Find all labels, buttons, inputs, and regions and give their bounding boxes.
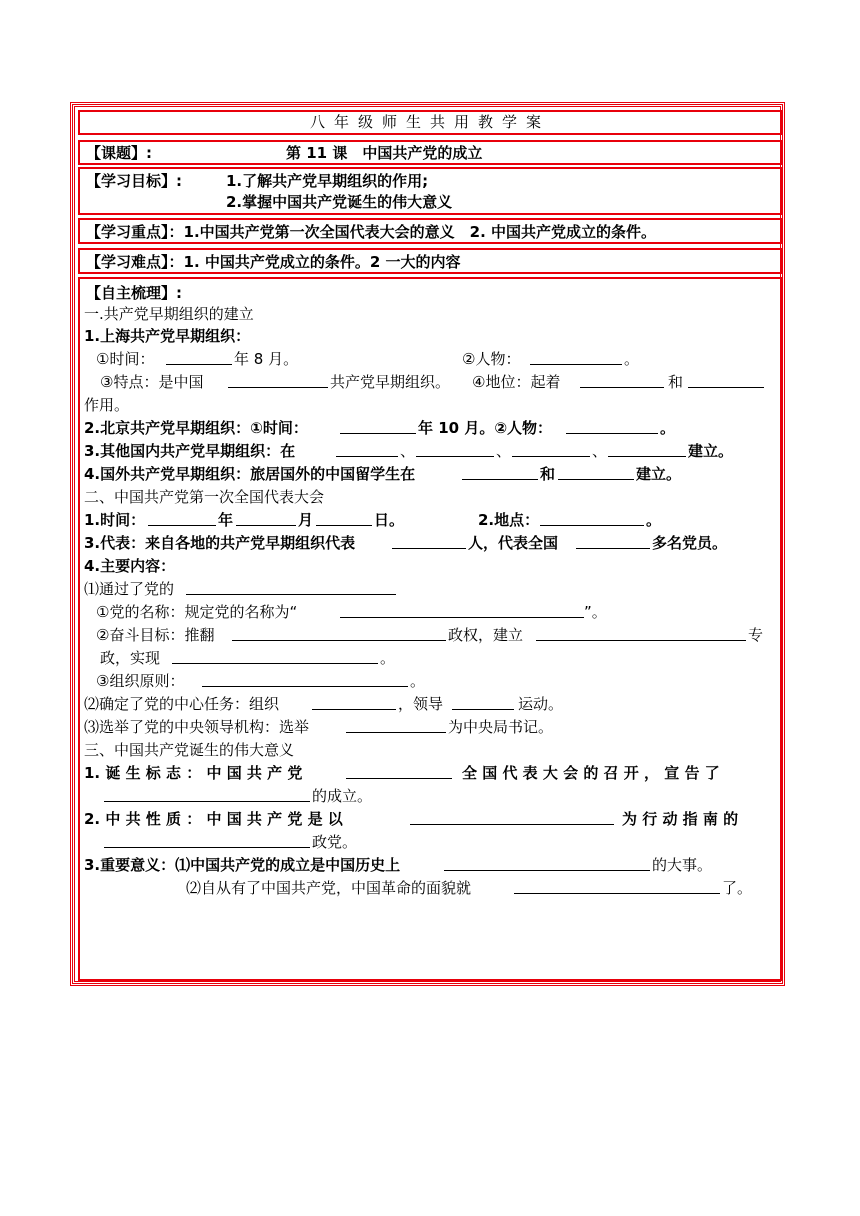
- text: 政，实现: [100, 649, 161, 667]
- objective-item: 1.了解共产党早期组织的作用;: [226, 172, 429, 190]
- text: ⑵自从有了中国共产党，中国革命的面貌就: [186, 879, 472, 897]
- blank-line: [232, 625, 446, 641]
- section-heading: 【自主梳理】:: [86, 284, 182, 302]
- blank-line: [104, 786, 310, 802]
- text: 建立。: [688, 442, 734, 460]
- text: 专: [748, 626, 764, 644]
- text: 、: [400, 442, 416, 460]
- blank-line: [148, 510, 216, 526]
- text: 、: [496, 442, 512, 460]
- section-title: 二、中国共产党第一次全国代表大会: [84, 488, 325, 506]
- text: 了。: [722, 879, 753, 897]
- key-points-text: 【学习重点】：1.中国共产党第一次全国代表大会的意义 2. 中国共产党成立的条件。: [86, 223, 656, 241]
- text: 。: [410, 672, 426, 690]
- header-row: [78, 110, 782, 135]
- text: 年: [218, 511, 234, 529]
- section-title: 三、中国共产党诞生的伟大意义: [84, 741, 295, 759]
- blank-line: [346, 717, 446, 733]
- text: 4.主要内容：: [84, 557, 176, 575]
- topic-label: 【课题】:: [86, 144, 152, 162]
- text: ①党的名称：规定党的名称为“: [96, 603, 298, 621]
- blank-line: [444, 855, 650, 871]
- text: 人，代表全国: [468, 534, 559, 552]
- text: 。: [660, 419, 676, 437]
- objective-item: 2.掌握中国共产党诞生的伟大意义: [226, 193, 453, 211]
- text: 和: [668, 373, 684, 391]
- text: 全 国 代 表 大 会 的 召 开 ， 宣 告 了: [462, 764, 720, 782]
- text: 2.北京共产党早期组织：①时间：: [84, 419, 308, 437]
- blank-line: [392, 533, 466, 549]
- blank-line: [316, 510, 372, 526]
- blank-line: [336, 441, 398, 457]
- text: 和: [540, 465, 556, 483]
- blank-line: [514, 878, 720, 894]
- blank-line: [536, 625, 746, 641]
- blank-line: [540, 510, 644, 526]
- text: 政党。: [312, 833, 358, 851]
- blank-line: [104, 832, 310, 848]
- blank-line: [688, 372, 764, 388]
- text: 月: [298, 511, 314, 529]
- text: 的成立。: [312, 787, 373, 805]
- blank-line: [608, 441, 686, 457]
- text: 。: [380, 649, 396, 667]
- blank-line: [346, 763, 452, 779]
- text: ①时间：: [96, 350, 155, 368]
- text: 日。: [374, 511, 405, 529]
- text: ④地位：起着: [472, 373, 561, 391]
- blank-line: [462, 464, 538, 480]
- text: 4.国外共产党早期组织：旅居国外的中国留学生在: [84, 465, 416, 483]
- text: ⑴通过了党的: [84, 580, 175, 598]
- text: 多名党员。: [652, 534, 728, 552]
- blank-line: [580, 372, 664, 388]
- blank-line: [172, 648, 378, 664]
- text: 3.其他国内共产党早期组织：在: [84, 442, 296, 460]
- objectives-label: 【学习目标】:: [86, 172, 182, 190]
- text: 作用。: [84, 396, 130, 414]
- topic-value: 第 11 课 中国共产党的成立: [286, 144, 483, 162]
- text: 、: [592, 442, 608, 460]
- blank-line: [512, 441, 590, 457]
- text: 为中央局书记。: [448, 718, 554, 736]
- text: 政权，建立: [448, 626, 524, 644]
- blank-line: [236, 510, 296, 526]
- blank-line: [340, 602, 584, 618]
- subsection-title: 1.上海共产党早期组织：: [84, 327, 251, 345]
- blank-line: [530, 349, 622, 365]
- difficult-points-text: 【学习难点】：1. 中国共产党成立的条件。2 一大的内容: [86, 253, 461, 271]
- text: 1.时间：: [84, 511, 146, 529]
- text: ”。: [584, 603, 607, 621]
- blank-line: [410, 809, 614, 825]
- text: 3.代表：来自各地的共产党早期组织代表: [84, 534, 356, 552]
- text: 2.地点：: [478, 511, 540, 529]
- text: 1. 诞 生 标 志 ： 中 国 共 产 党: [84, 764, 303, 782]
- text: ⑵确定了党的中心任务：组织: [84, 695, 280, 713]
- blank-line: [228, 372, 328, 388]
- text: 的大事。: [652, 856, 713, 874]
- blank-line: [340, 418, 416, 434]
- page-title: 八年级师生共用教学案: [309, 113, 550, 131]
- text: 建立。: [636, 465, 682, 483]
- text: 年 8 月。: [234, 350, 299, 368]
- text: 为 行 动 指 南 的: [622, 810, 739, 828]
- blank-line: [566, 418, 658, 434]
- text: ，领导: [398, 695, 444, 713]
- section-title: 一.共产党早期组织的建立: [84, 305, 254, 323]
- text: 年 10 月。②人物：: [418, 419, 553, 437]
- text: ②人物：: [462, 350, 521, 368]
- blank-line: [312, 694, 396, 710]
- text: 运动。: [518, 695, 564, 713]
- blank-line: [166, 349, 232, 365]
- text: 2. 中 共 性 质 ： 中 国 共 产 党 是 以: [84, 810, 343, 828]
- text: 。: [646, 511, 662, 529]
- blank-line: [416, 441, 494, 457]
- text: 共产党早期组织。: [330, 373, 451, 391]
- text: ③特点：是中国: [100, 373, 204, 391]
- text: 3.重要意义：⑴中国共产党的成立是中国历史上: [84, 856, 401, 874]
- text: ③组织原则：: [96, 672, 185, 690]
- blank-line: [452, 694, 514, 710]
- text: 。: [624, 350, 640, 368]
- text: ②奋斗目标：推翻: [96, 626, 215, 644]
- blank-line: [186, 579, 396, 595]
- blank-line: [202, 671, 408, 687]
- blank-line: [576, 533, 650, 549]
- blank-line: [558, 464, 634, 480]
- text: ⑶选举了党的中央领导机构：选举: [84, 718, 310, 736]
